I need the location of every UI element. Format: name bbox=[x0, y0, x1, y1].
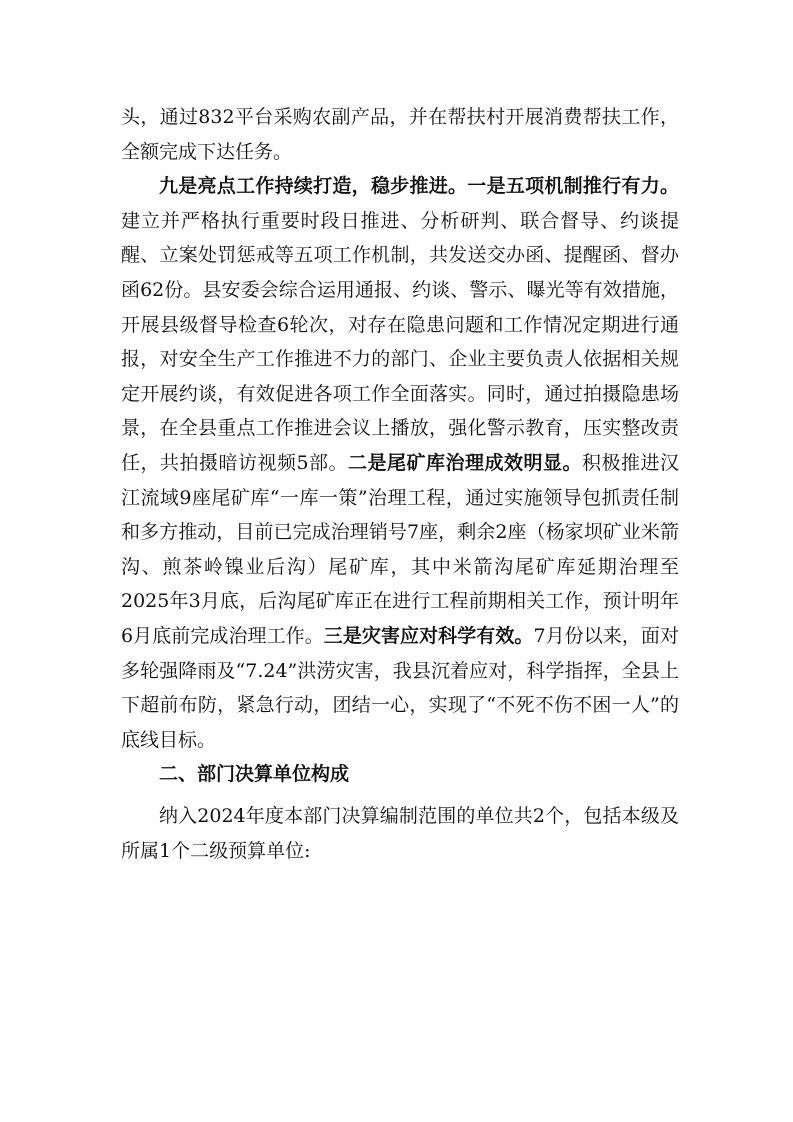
subheading-disaster-response: 三是灾害应对科学有效。 bbox=[323, 624, 534, 647]
subheading-tailings-pond: 二是尾矿库治理成效明显。 bbox=[348, 451, 582, 474]
subheading-five-mechanisms: 一是五项机制推行有力。 bbox=[467, 175, 679, 198]
heading-highlight-work: 九是亮点工作持续打造，稳步推进。 bbox=[159, 175, 468, 198]
paragraph-unit-composition: 纳入2024年度本部门决算编制范围的单位共2个，包括本级及所属1个二级预算单位: bbox=[121, 805, 679, 862]
paragraph-consumption-support: 头，通过832平台采购农副产品，并在帮扶村开展消费帮扶工作，全额完成下达任务。 bbox=[121, 106, 679, 163]
text-disaster-response: 7月份以来，面对多轮强降雨及“7.24”洪涝灾害，我县沉着应对，科学指挥，全县上下超前布防，紧急行动，团结一心，实现了“不死不伤不困一人”的底线目标。 bbox=[121, 624, 679, 751]
paragraph-highlight-work bbox=[121, 169, 679, 757]
text-tailings-pond: 积极推进汉江流域9座尾矿库“一库一策”治理工程，通过实施领导包抓责任制和多方推动，目前已完成治理销号7座，剩余2座（杨家坝矿业米箭沟、煎茶岭镍业后沟）尾矿库，其中米箭沟尾矿库延期治理至2025年3月底，后沟尾矿库正在进行工程前期相关工作，预计明年6月底前完成治理工作。 bbox=[121, 451, 679, 647]
section-heading-unit-composition: 二、部门决算单位构成 bbox=[159, 763, 350, 786]
document-body bbox=[121, 100, 679, 868]
text-five-mechanisms: 建立并严格执行重要时段日推进、分析研判、联合督导、约谈提醒、立案处罚惩戒等五项工作机制，共发送交办函、提醒函、督办函62份。县安委会综合运用通报、约谈、警示、曝光等有效措施，开展县级督导检查6轮次，对存在隐患问题和工作情况定期进行通报，对安全生产工作推进不力的部门、企业主要负责人依据相关规定开展约谈，有效促进各项工作全面落实。同时，通过拍摄隐患场景，在全县重点工作推进会议上播放，强化警示教育，压实整改责任，共拍摄暗访视频5部。 bbox=[121, 209, 679, 474]
